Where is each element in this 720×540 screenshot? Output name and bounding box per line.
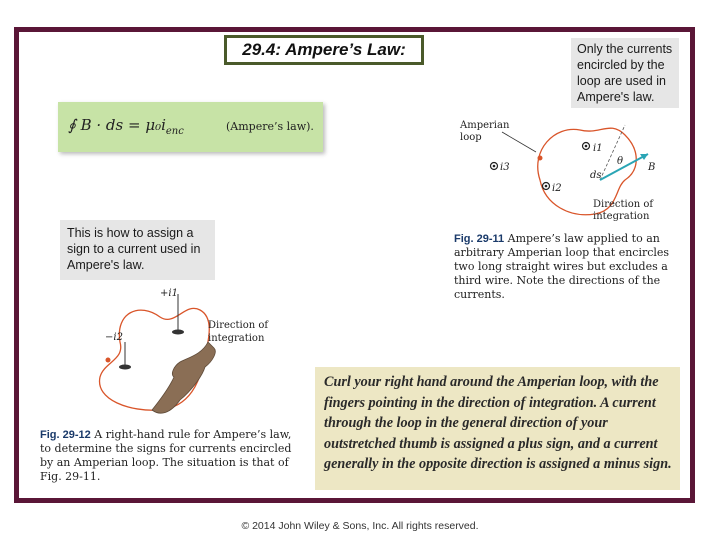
label-amperian: Amperian	[460, 120, 510, 131]
note-top-right	[571, 38, 679, 108]
label-i3: i3	[500, 162, 510, 173]
wire-i1-dot	[585, 145, 588, 148]
equation-label: (Ampere’s law).	[226, 120, 314, 133]
B-vector	[600, 154, 648, 180]
fig-29-11-caption	[454, 232, 684, 302]
loop-arrow-dot-29-12	[106, 358, 111, 363]
fig-29-12-diagram	[90, 282, 310, 422]
equation-box	[58, 102, 323, 152]
label-minus-i2: −i2	[105, 332, 123, 343]
wire-i2-dot	[545, 185, 548, 188]
label-integration-29-11: integration	[593, 211, 650, 222]
curl-rule-text: Curl your right hand around the Amperian loop, with the fingers pointing in the direction of integration. A current through the loop in the general direction of your outstretched thumb is assigned a plus sign, and a current generally in the opposite direction is assigned a minus sign.	[324, 374, 672, 472]
note-left	[60, 220, 215, 280]
label-ds: ds	[590, 170, 602, 181]
label-B: B	[648, 162, 656, 173]
wire-i2-end	[119, 365, 131, 370]
fig-29-11-caption-text: Ampere’s law applied to an arbitrary Amperian loop that encircles two long straight wires but excludes a third wire. Note the directions of the currents.	[454, 232, 670, 301]
slide-title-box	[224, 35, 424, 65]
label-i1: i1	[593, 143, 603, 154]
right-hand-icon	[152, 342, 215, 413]
loop-arrow-dot	[538, 156, 543, 161]
note-top-right-text: Only the currents encircled by the loop are used in Ampere's law.	[577, 42, 673, 104]
fig-29-12-caption	[40, 428, 305, 484]
fig-29-12-caption-text: A right-hand rule for Ampere’s law, to determine the signs for currents encircled by an Amperian loop. The situation is that of Fig. 29-11.	[40, 428, 292, 483]
tangent-line	[600, 125, 625, 180]
label-plus-i1: +i1	[160, 288, 178, 299]
label-integration-29-12: integration	[208, 333, 265, 344]
amperian-pointer	[502, 132, 536, 152]
fig-29-12-number: Fig. 29-12	[40, 429, 91, 441]
label-i2: i2	[552, 183, 562, 194]
note-left-text: This is how to assign a sign to a current used in Ampere's law.	[67, 226, 201, 272]
label-direction-29-12: Direction of	[208, 320, 269, 331]
equation-formula: ∮ B · ds = $\mu_0i_{enc}$	[68, 116, 184, 137]
curl-rule-box	[315, 367, 680, 490]
slide-title: 29.4: Ampere’s Law:	[242, 40, 406, 59]
label-loop: loop	[460, 132, 482, 143]
wire-i1-end	[172, 330, 184, 335]
copyright: © 2014 John Wiley & Sons, Inc. All rights reserved.	[241, 520, 479, 532]
fig-29-11-number: Fig. 29-11	[454, 233, 505, 245]
label-theta: θ	[617, 156, 624, 167]
label-direction-29-11: Direction of	[593, 199, 654, 210]
fig-29-11-diagram	[450, 110, 685, 230]
wire-i3-dot	[493, 165, 496, 168]
